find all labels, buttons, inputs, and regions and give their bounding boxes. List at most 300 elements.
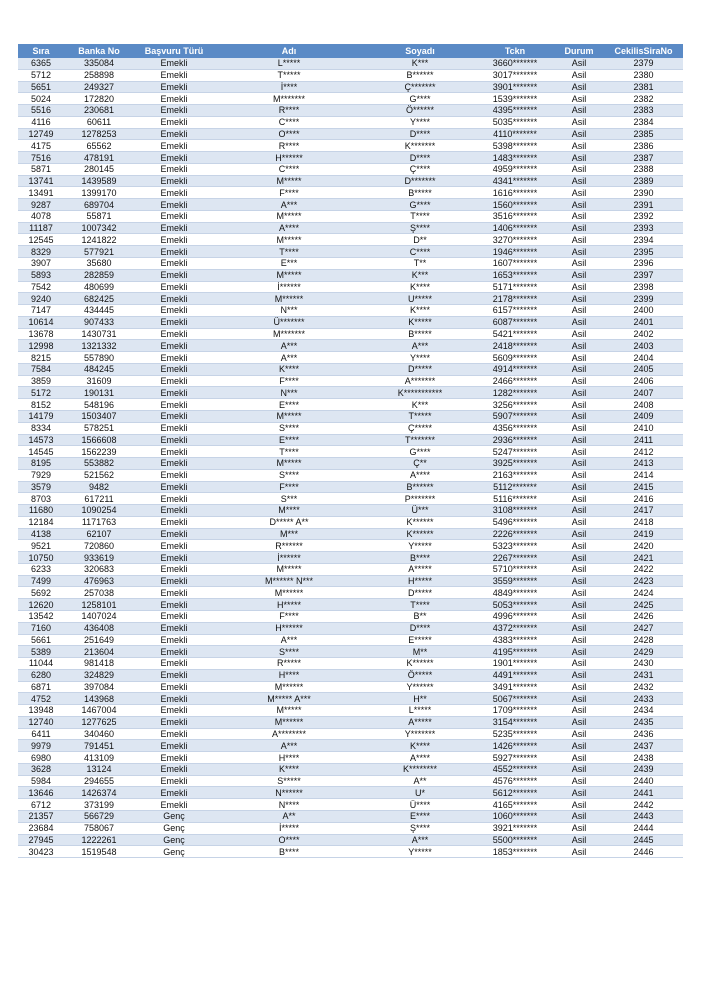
cell-tckn: 1560******* bbox=[476, 199, 554, 211]
cell-cekilis-sira-no: 2412 bbox=[604, 446, 683, 458]
cell-sira: 6280 bbox=[18, 669, 64, 681]
cell-sira: 9287 bbox=[18, 199, 64, 211]
cell-adi: A*** bbox=[214, 352, 364, 364]
cell-adi: E*** bbox=[214, 258, 364, 270]
cell-durum: Asil bbox=[554, 552, 604, 564]
cell-sira: 7584 bbox=[18, 363, 64, 375]
cell-durum: Asil bbox=[554, 481, 604, 493]
cell-sira: 12545 bbox=[18, 234, 64, 246]
cell-tckn: 5323******* bbox=[476, 540, 554, 552]
cell-durum: Asil bbox=[554, 410, 604, 422]
cell-sira: 13542 bbox=[18, 610, 64, 622]
header-durum: Durum bbox=[554, 44, 604, 58]
cell-tckn: 4165******* bbox=[476, 799, 554, 811]
cell-sira: 4752 bbox=[18, 693, 64, 705]
cell-banka-no: 548196 bbox=[64, 399, 134, 411]
cell-basvuru-turu: Emekli bbox=[134, 481, 214, 493]
cell-soyadi: U***** bbox=[364, 293, 476, 305]
cell-banka-no: 758067 bbox=[64, 822, 134, 834]
cell-basvuru-turu: Emekli bbox=[134, 458, 214, 470]
cell-sira: 6871 bbox=[18, 681, 64, 693]
cell-basvuru-turu: Emekli bbox=[134, 446, 214, 458]
cell-durum: Asil bbox=[554, 740, 604, 752]
cell-sira: 6411 bbox=[18, 728, 64, 740]
table-row bbox=[18, 669, 683, 681]
cell-basvuru-turu: Emekli bbox=[134, 363, 214, 375]
cell-durum: Asil bbox=[554, 352, 604, 364]
cell-durum: Asil bbox=[554, 716, 604, 728]
header-tckn: Tckn bbox=[476, 44, 554, 58]
cell-adi: F**** bbox=[214, 375, 364, 387]
cell-cekilis-sira-no: 2405 bbox=[604, 363, 683, 375]
table-row bbox=[18, 681, 683, 693]
cell-durum: Asil bbox=[554, 116, 604, 128]
cell-basvuru-turu: Emekli bbox=[134, 610, 214, 622]
cell-cekilis-sira-no: 2402 bbox=[604, 328, 683, 340]
table-row bbox=[18, 434, 683, 446]
header-sira: Sıra bbox=[18, 44, 64, 58]
cell-tckn: 5612******* bbox=[476, 787, 554, 799]
cell-soyadi: B****** bbox=[364, 481, 476, 493]
cell-adi: R**** bbox=[214, 105, 364, 117]
cell-banka-no: 143968 bbox=[64, 693, 134, 705]
cell-cekilis-sira-no: 2443 bbox=[604, 811, 683, 823]
cell-basvuru-turu: Emekli bbox=[134, 293, 214, 305]
cell-cekilis-sira-no: 2382 bbox=[604, 93, 683, 105]
table-row bbox=[18, 210, 683, 222]
table-row bbox=[18, 505, 683, 517]
cell-soyadi: T** bbox=[364, 258, 476, 270]
cell-adi: A*** bbox=[214, 199, 364, 211]
cell-soyadi: D**** bbox=[364, 622, 476, 634]
table-row bbox=[18, 528, 683, 540]
cell-soyadi: A** bbox=[364, 775, 476, 787]
cell-tckn: 4395******* bbox=[476, 105, 554, 117]
cell-durum: Asil bbox=[554, 728, 604, 740]
cell-sira: 5984 bbox=[18, 775, 64, 787]
cell-durum: Asil bbox=[554, 846, 604, 858]
table-row bbox=[18, 128, 683, 140]
cell-durum: Asil bbox=[554, 599, 604, 611]
cell-basvuru-turu: Emekli bbox=[134, 646, 214, 658]
cell-soyadi: K******** bbox=[364, 763, 476, 775]
cell-cekilis-sira-no: 2411 bbox=[604, 434, 683, 446]
cell-sira: 11680 bbox=[18, 505, 64, 517]
table-row bbox=[18, 552, 683, 564]
cell-adi: T**** bbox=[214, 246, 364, 258]
cell-cekilis-sira-no: 2425 bbox=[604, 599, 683, 611]
cell-cekilis-sira-no: 2423 bbox=[604, 575, 683, 587]
cell-sira: 4175 bbox=[18, 140, 64, 152]
cell-banka-no: 434445 bbox=[64, 305, 134, 317]
cell-tckn: 5112******* bbox=[476, 481, 554, 493]
cell-sira: 13491 bbox=[18, 187, 64, 199]
cell-cekilis-sira-no: 2428 bbox=[604, 634, 683, 646]
cell-cekilis-sira-no: 2413 bbox=[604, 458, 683, 470]
cell-tckn: 4110******* bbox=[476, 128, 554, 140]
cell-basvuru-turu: Emekli bbox=[134, 281, 214, 293]
cell-durum: Asil bbox=[554, 658, 604, 670]
header-soyadi: Soyadı bbox=[364, 44, 476, 58]
cell-soyadi: H***** bbox=[364, 575, 476, 587]
cell-tckn: 5907******* bbox=[476, 410, 554, 422]
cell-banka-no: 476963 bbox=[64, 575, 134, 587]
table-header-row bbox=[18, 44, 683, 58]
cell-adi: İ****** bbox=[214, 552, 364, 564]
cell-tckn: 5171******* bbox=[476, 281, 554, 293]
cell-tckn: 3925******* bbox=[476, 458, 554, 470]
cell-sira: 4138 bbox=[18, 528, 64, 540]
cell-banka-no: 617211 bbox=[64, 493, 134, 505]
cell-adi: R**** bbox=[214, 140, 364, 152]
cell-soyadi: A***** bbox=[364, 563, 476, 575]
cell-banka-no: 258898 bbox=[64, 69, 134, 81]
cell-basvuru-turu: Emekli bbox=[134, 187, 214, 199]
header-basvuru-turu: Başvuru Türü bbox=[134, 44, 214, 58]
table-row bbox=[18, 69, 683, 81]
table-row bbox=[18, 587, 683, 599]
cell-banka-no: 1430731 bbox=[64, 328, 134, 340]
cell-basvuru-turu: Emekli bbox=[134, 340, 214, 352]
cell-durum: Asil bbox=[554, 763, 604, 775]
cell-sira: 9521 bbox=[18, 540, 64, 552]
table-row bbox=[18, 352, 683, 364]
cell-banka-no: 213604 bbox=[64, 646, 134, 658]
cell-durum: Asil bbox=[554, 81, 604, 93]
cell-tckn: 4552******* bbox=[476, 763, 554, 775]
cell-basvuru-turu: Emekli bbox=[134, 387, 214, 399]
cell-sira: 5024 bbox=[18, 93, 64, 105]
cell-soyadi: A*** bbox=[364, 340, 476, 352]
cell-durum: Asil bbox=[554, 822, 604, 834]
cell-cekilis-sira-no: 2383 bbox=[604, 105, 683, 117]
cell-adi: H****** bbox=[214, 622, 364, 634]
cell-cekilis-sira-no: 2442 bbox=[604, 799, 683, 811]
cell-banka-no: 480699 bbox=[64, 281, 134, 293]
cell-tckn: 1060******* bbox=[476, 811, 554, 823]
cell-soyadi: B**** bbox=[364, 552, 476, 564]
cell-soyadi: Y******* bbox=[364, 728, 476, 740]
cell-tckn: 4341******* bbox=[476, 175, 554, 187]
cell-sira: 4116 bbox=[18, 116, 64, 128]
cell-durum: Asil bbox=[554, 434, 604, 446]
cell-tckn: 5398******* bbox=[476, 140, 554, 152]
cell-adi: İ**** bbox=[214, 81, 364, 93]
cell-adi: H****** bbox=[214, 152, 364, 164]
cell-sira: 10614 bbox=[18, 316, 64, 328]
cell-soyadi: Y***** bbox=[364, 540, 476, 552]
cell-durum: Asil bbox=[554, 163, 604, 175]
cell-soyadi: D**** bbox=[364, 152, 476, 164]
cell-durum: Asil bbox=[554, 399, 604, 411]
cell-durum: Asil bbox=[554, 540, 604, 552]
cell-basvuru-turu: Emekli bbox=[134, 210, 214, 222]
table-row bbox=[18, 822, 683, 834]
cell-tckn: 4914******* bbox=[476, 363, 554, 375]
cell-banka-no: 907433 bbox=[64, 316, 134, 328]
cell-cekilis-sira-no: 2435 bbox=[604, 716, 683, 728]
cell-adi: T**** bbox=[214, 446, 364, 458]
cell-soyadi: T**** bbox=[364, 210, 476, 222]
cell-tckn: 5927******* bbox=[476, 752, 554, 764]
cell-soyadi: K**** bbox=[364, 305, 476, 317]
cell-durum: Asil bbox=[554, 93, 604, 105]
cell-cekilis-sira-no: 2446 bbox=[604, 846, 683, 858]
cell-sira: 30423 bbox=[18, 846, 64, 858]
cell-tckn: 1709******* bbox=[476, 705, 554, 717]
cell-sira: 27945 bbox=[18, 834, 64, 846]
cell-tckn: 2267******* bbox=[476, 552, 554, 564]
cell-soyadi: K*** bbox=[364, 399, 476, 411]
cell-sira: 21357 bbox=[18, 811, 64, 823]
cell-tckn: 3516******* bbox=[476, 210, 554, 222]
cell-soyadi: T******* bbox=[364, 434, 476, 446]
cell-soyadi: Ç** bbox=[364, 458, 476, 470]
cell-basvuru-turu: Emekli bbox=[134, 622, 214, 634]
cell-basvuru-turu: Emekli bbox=[134, 116, 214, 128]
cell-soyadi: B***** bbox=[364, 328, 476, 340]
cell-basvuru-turu: Emekli bbox=[134, 222, 214, 234]
cell-basvuru-turu: Emekli bbox=[134, 128, 214, 140]
cell-cekilis-sira-no: 2440 bbox=[604, 775, 683, 787]
cell-tckn: 1426******* bbox=[476, 740, 554, 752]
cell-banka-no: 577921 bbox=[64, 246, 134, 258]
cell-banka-no: 1426374 bbox=[64, 787, 134, 799]
cell-banka-no: 1566608 bbox=[64, 434, 134, 446]
cell-durum: Asil bbox=[554, 587, 604, 599]
cell-durum: Asil bbox=[554, 693, 604, 705]
cell-durum: Asil bbox=[554, 58, 604, 69]
cell-adi: F**** bbox=[214, 481, 364, 493]
cell-banka-no: 55871 bbox=[64, 210, 134, 222]
cell-cekilis-sira-no: 2415 bbox=[604, 481, 683, 493]
cell-cekilis-sira-no: 2429 bbox=[604, 646, 683, 658]
cell-adi: A** bbox=[214, 811, 364, 823]
cell-soyadi: D******* bbox=[364, 175, 476, 187]
table-row bbox=[18, 481, 683, 493]
cell-banka-no: 553882 bbox=[64, 458, 134, 470]
cell-adi: N**** bbox=[214, 799, 364, 811]
cell-basvuru-turu: Emekli bbox=[134, 422, 214, 434]
cell-durum: Asil bbox=[554, 516, 604, 528]
cell-adi: T***** bbox=[214, 69, 364, 81]
cell-soyadi: B***** bbox=[364, 187, 476, 199]
cell-adi: M*** bbox=[214, 528, 364, 540]
cell-durum: Asil bbox=[554, 575, 604, 587]
cell-tckn: 3660******* bbox=[476, 58, 554, 69]
cell-adi: K**** bbox=[214, 763, 364, 775]
table-row bbox=[18, 716, 683, 728]
cell-adi: A*** bbox=[214, 340, 364, 352]
cell-cekilis-sira-no: 2406 bbox=[604, 375, 683, 387]
header-adi: Adı bbox=[214, 44, 364, 58]
table-row bbox=[18, 246, 683, 258]
cell-sira: 7499 bbox=[18, 575, 64, 587]
cell-basvuru-turu: Emekli bbox=[134, 799, 214, 811]
cell-tckn: 5609******* bbox=[476, 352, 554, 364]
cell-durum: Asil bbox=[554, 493, 604, 505]
cell-banka-no: 1258101 bbox=[64, 599, 134, 611]
cell-adi: İ****** bbox=[214, 281, 364, 293]
cell-cekilis-sira-no: 2436 bbox=[604, 728, 683, 740]
table-row bbox=[18, 410, 683, 422]
cell-basvuru-turu: Emekli bbox=[134, 705, 214, 717]
cell-tckn: 1901******* bbox=[476, 658, 554, 670]
table-row bbox=[18, 175, 683, 187]
cell-cekilis-sira-no: 2409 bbox=[604, 410, 683, 422]
cell-banka-no: 335084 bbox=[64, 58, 134, 69]
cell-banka-no: 1562239 bbox=[64, 446, 134, 458]
cell-durum: Asil bbox=[554, 293, 604, 305]
cell-banka-no: 1090254 bbox=[64, 505, 134, 517]
cell-adi: M***** bbox=[214, 410, 364, 422]
cell-banka-no: 1171763 bbox=[64, 516, 134, 528]
cell-basvuru-turu: Emekli bbox=[134, 787, 214, 799]
table-row bbox=[18, 811, 683, 823]
cell-adi: M****** bbox=[214, 293, 364, 305]
cell-adi: M******* bbox=[214, 328, 364, 340]
cell-soyadi: H** bbox=[364, 693, 476, 705]
cell-cekilis-sira-no: 2410 bbox=[604, 422, 683, 434]
cell-adi: S**** bbox=[214, 469, 364, 481]
cell-soyadi: A*** bbox=[364, 834, 476, 846]
cell-banka-no: 578251 bbox=[64, 422, 134, 434]
cell-banka-no: 791451 bbox=[64, 740, 134, 752]
cell-banka-no: 9482 bbox=[64, 481, 134, 493]
cell-banka-no: 172820 bbox=[64, 93, 134, 105]
cell-basvuru-turu: Emekli bbox=[134, 199, 214, 211]
cell-sira: 3859 bbox=[18, 375, 64, 387]
cell-sira: 12740 bbox=[18, 716, 64, 728]
cell-basvuru-turu: Emekli bbox=[134, 410, 214, 422]
cell-sira: 6980 bbox=[18, 752, 64, 764]
header-banka-no: Banka No bbox=[64, 44, 134, 58]
table-row bbox=[18, 58, 683, 69]
cell-tckn: 3921******* bbox=[476, 822, 554, 834]
cell-durum: Asil bbox=[554, 175, 604, 187]
cell-cekilis-sira-no: 2395 bbox=[604, 246, 683, 258]
cell-adi: F**** bbox=[214, 610, 364, 622]
cell-basvuru-turu: Emekli bbox=[134, 69, 214, 81]
cell-durum: Asil bbox=[554, 669, 604, 681]
cell-adi: F**** bbox=[214, 187, 364, 199]
cell-sira: 6712 bbox=[18, 799, 64, 811]
cell-durum: Asil bbox=[554, 328, 604, 340]
cell-adi: H**** bbox=[214, 669, 364, 681]
cell-adi: S**** bbox=[214, 422, 364, 434]
cell-soyadi: D***** bbox=[364, 363, 476, 375]
cell-basvuru-turu: Emekli bbox=[134, 740, 214, 752]
cell-soyadi: K****** bbox=[364, 516, 476, 528]
cell-cekilis-sira-no: 2430 bbox=[604, 658, 683, 670]
cell-soyadi: K*** bbox=[364, 269, 476, 281]
cell-adi: İ***** bbox=[214, 822, 364, 834]
cell-basvuru-turu: Emekli bbox=[134, 540, 214, 552]
cell-basvuru-turu: Emekli bbox=[134, 352, 214, 364]
results-table bbox=[18, 44, 683, 858]
cell-adi: O**** bbox=[214, 128, 364, 140]
cell-basvuru-turu: Emekli bbox=[134, 528, 214, 540]
cell-soyadi: Ü**** bbox=[364, 799, 476, 811]
cell-durum: Asil bbox=[554, 799, 604, 811]
cell-sira: 5389 bbox=[18, 646, 64, 658]
cell-durum: Asil bbox=[554, 269, 604, 281]
table-row bbox=[18, 622, 683, 634]
cell-banka-no: 478191 bbox=[64, 152, 134, 164]
cell-sira: 14573 bbox=[18, 434, 64, 446]
cell-tckn: 6087******* bbox=[476, 316, 554, 328]
cell-basvuru-turu: Emekli bbox=[134, 716, 214, 728]
cell-soyadi: Ç******* bbox=[364, 81, 476, 93]
cell-sira: 8195 bbox=[18, 458, 64, 470]
cell-banka-no: 484245 bbox=[64, 363, 134, 375]
table-row bbox=[18, 140, 683, 152]
table-row bbox=[18, 763, 683, 775]
cell-tckn: 4996******* bbox=[476, 610, 554, 622]
cell-adi: E**** bbox=[214, 399, 364, 411]
cell-adi: S***** bbox=[214, 775, 364, 787]
cell-durum: Asil bbox=[554, 140, 604, 152]
cell-adi: R****** bbox=[214, 540, 364, 552]
cell-tckn: 5053******* bbox=[476, 599, 554, 611]
cell-banka-no: 31609 bbox=[64, 375, 134, 387]
cell-cekilis-sira-no: 2407 bbox=[604, 387, 683, 399]
cell-cekilis-sira-no: 2399 bbox=[604, 293, 683, 305]
cell-tckn: 5421******* bbox=[476, 328, 554, 340]
cell-basvuru-turu: Emekli bbox=[134, 328, 214, 340]
cell-durum: Asil bbox=[554, 705, 604, 717]
cell-soyadi: A**** bbox=[364, 752, 476, 764]
cell-durum: Asil bbox=[554, 305, 604, 317]
cell-cekilis-sira-no: 2426 bbox=[604, 610, 683, 622]
cell-banka-no: 1278253 bbox=[64, 128, 134, 140]
cell-sira: 6233 bbox=[18, 563, 64, 575]
cell-sira: 7160 bbox=[18, 622, 64, 634]
cell-durum: Asil bbox=[554, 340, 604, 352]
cell-durum: Asil bbox=[554, 316, 604, 328]
table-row bbox=[18, 105, 683, 117]
cell-adi: C**** bbox=[214, 163, 364, 175]
cell-banka-no: 282859 bbox=[64, 269, 134, 281]
cell-tckn: 1282******* bbox=[476, 387, 554, 399]
cell-cekilis-sira-no: 2437 bbox=[604, 740, 683, 752]
table-row bbox=[18, 728, 683, 740]
cell-tckn: 4849******* bbox=[476, 587, 554, 599]
cell-basvuru-turu: Emekli bbox=[134, 575, 214, 587]
cell-tckn: 4491******* bbox=[476, 669, 554, 681]
cell-soyadi: K******* bbox=[364, 140, 476, 152]
cell-basvuru-turu: Emekli bbox=[134, 269, 214, 281]
cell-tckn: 4195******* bbox=[476, 646, 554, 658]
cell-adi: A**** bbox=[214, 222, 364, 234]
table-row bbox=[18, 305, 683, 317]
cell-durum: Asil bbox=[554, 210, 604, 222]
cell-soyadi: M** bbox=[364, 646, 476, 658]
cell-sira: 5871 bbox=[18, 163, 64, 175]
table-row bbox=[18, 740, 683, 752]
cell-durum: Asil bbox=[554, 446, 604, 458]
cell-adi: M****** bbox=[214, 681, 364, 693]
cell-basvuru-turu: Emekli bbox=[134, 469, 214, 481]
cell-adi: M****** bbox=[214, 587, 364, 599]
cell-sira: 13948 bbox=[18, 705, 64, 717]
cell-adi: O**** bbox=[214, 834, 364, 846]
cell-cekilis-sira-no: 2397 bbox=[604, 269, 683, 281]
cell-soyadi: G**** bbox=[364, 446, 476, 458]
cell-banka-no: 436408 bbox=[64, 622, 134, 634]
cell-sira: 4078 bbox=[18, 210, 64, 222]
cell-durum: Asil bbox=[554, 634, 604, 646]
